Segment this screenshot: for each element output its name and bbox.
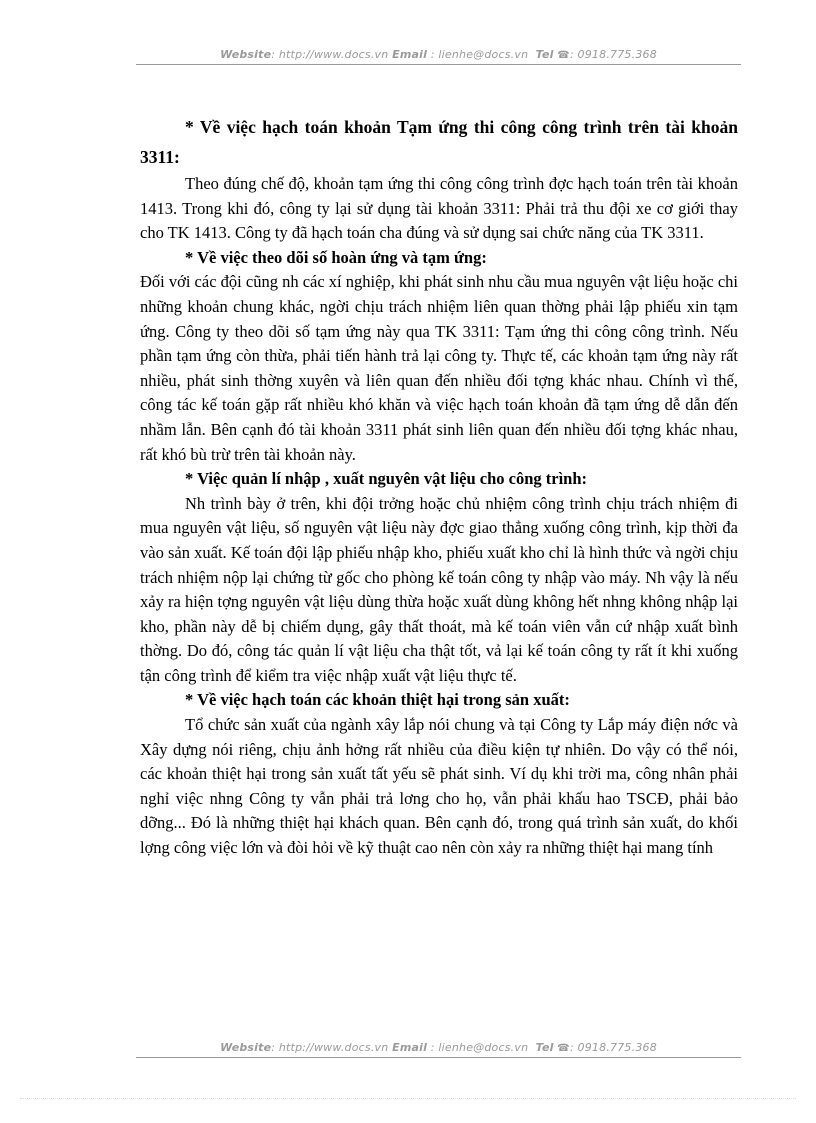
document-body [140, 112, 738, 861]
header-tel-value: : 0918.775.368 [569, 48, 657, 61]
header-tel-label: Tel [535, 48, 554, 61]
section-heading-production-losses: * Về việc hạch toán các khoản thiệt hại trong sản xuất: [185, 690, 570, 710]
header-website-url: : http://www.docs.vn [271, 48, 389, 61]
header-email-label: Email [392, 48, 428, 61]
section-paragraph-production-losses: Tổ chức sản xuất của ngành xây lắp nói chung và tại Công ty Lắp máy điện nớc và Xây dựng nói riêng, chịu ảnh hởng rất nhiều của điều kiện tự nhiên. Do vậy có thể nói, các khoản thiệt hại trong sản xuất tất yếu sẽ phát sinh. Ví dụ khi trời ma, công nhân phải nghỉ việc nhng Công ty vẫn phải trả lơng cho họ, vẫn phải khấu hao TSCĐ, phải bảo dỡng... Đó là những thiệt hại khách quan. Bên cạnh đó, trong quá trình sản xuất, do khối lợng công việc lớn và đòi hỏi về kỹ thuật cao nên còn xảy ra những thiệt hại mang tính [140, 715, 738, 858]
section-heading-advance-tracking: * Về việc theo dõi số hoàn ứng và tạm ứng: [185, 247, 487, 267]
footer-website-url: : http://www.docs.vn [271, 1041, 389, 1054]
phone-icon: ☎ [557, 1043, 570, 1054]
page-header [136, 48, 741, 65]
footer-website-label: Website [220, 1041, 272, 1054]
phone-icon: ☎ [557, 50, 570, 61]
footer-tel-value: : 0918.775.368 [569, 1041, 657, 1054]
page-footer [136, 1041, 741, 1058]
footer-tel-label: Tel [535, 1041, 554, 1054]
page-bottom-divider [20, 1098, 796, 1099]
footer-email-label: Email [392, 1041, 428, 1054]
header-website-label: Website [220, 48, 272, 61]
header-email-value: : lienhe@docs.vn [430, 48, 529, 61]
section-heading-advance-accounting: * Về việc hạch toán khoản Tạm ứng thi công công trình trên tài khoản 3311: [140, 117, 738, 167]
section-paragraph-advance-tracking: Đối với các đội cũng nh các xí nghiệp, khi phát sinh nhu cầu mua nguyên vật liệu hoặc chi những khoản chung khác, ngời chịu trách nhiệm liên quan thờng phải lập phiếu xin tạm ứng. Công ty theo dõi số tạm ứng này qua TK 3311: Tạm ứng thi công công trình. Nếu phần tạm ứng còn thừa, phải tiến hành trả lại công ty. Thực tế, các khoản tạm ứng này rất nhiều, phát sinh thờng xuyên và liên quan đến nhiều đối tợng khác nhau. Chính vì thế, công tác kế toán gặp rất nhiều khó khăn và việc hạch toán khoản đã tạm ứng dễ dẫn đến nhầm lẫn. Bên cạnh đó tài khoản 3311 phát sinh liên quan đến nhiều đối tợng khác nhau, rất khó bù trừ trên tài khoản này. [140, 272, 738, 464]
section-paragraph-advance-accounting: Theo đúng chế độ, khoản tạm ứng thi công công trình đợc hạch toán trên tài khoản 1413. Trong khi đó, công ty lại sử dụng tài khoản 3311: Phải trả thu đội xe cơ giới thay cho TK 1413. Công ty đã hạch toán cha đúng và sử dụng sai chức năng của TK 3311. [140, 174, 738, 243]
section-heading-material-management: * Việc quản lí nhập , xuất nguyên vật liệu cho công trình: [185, 469, 588, 489]
section-paragraph-material-management: Nh trình bày ở trên, khi đội trởng hoặc chủ nhiệm công trình chịu trách nhiệm đi mua nguyên vật liệu, số nguyên vật liệu này đợc giao thẳng xuống công trình, kịp thời đa vào sản xuất. Kế toán đội lập phiếu nhập kho, phiếu xuất kho chỉ là hình thức và ngời chịu trách nhiệm nộp lại chứng từ gốc cho phòng kế toán công ty nhập vào máy. Nh vậy là nếu xảy ra hiện tợng nguyên vật liệu dùng thừa hoặc xuất dùng không hết nhng không nhập lại kho, phần này dễ bị chiếm dụng, gây thất thoát, mà kế toán viên vẫn cứ nhập xuất bình thờng. Do đó, công tác quản lí vật liệu cha thật tốt, vả lại kế toán công ty rất ít khi xuống tận công trình để kiểm tra việc nhập xuất vật liệu thực tế. [140, 493, 738, 685]
footer-email-value: : lienhe@docs.vn [430, 1041, 529, 1054]
